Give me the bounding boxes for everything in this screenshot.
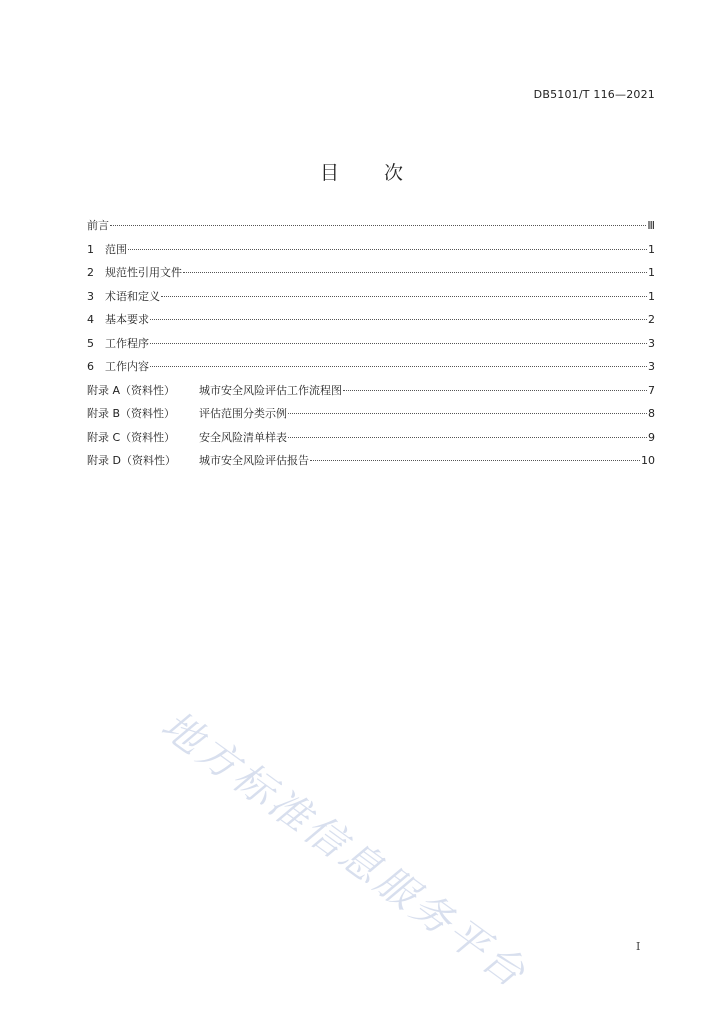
toc-dot-leader [150,343,647,344]
toc-dot-leader [128,249,647,250]
toc-dot-leader [150,319,647,320]
toc-entry-appendix-c[interactable] [87,430,655,454]
toc-entry-basic-requirements[interactable] [87,312,655,336]
toc-entry-terms-definitions[interactable] [87,289,655,313]
toc-entry-label: 城市安全风险评估工作流程图 [199,383,342,397]
table-of-contents [87,218,655,477]
toc-title [0,158,724,185]
toc-dot-leader [150,366,647,367]
toc-entry-appendix-a[interactable] [87,383,655,407]
toc-appendix-prefix: 附录 B（资料性） [87,407,176,420]
toc-appendix-prefix: 附录 A（资料性） [87,383,176,397]
toc-dot-leader [288,413,647,414]
toc-entry-label: 范围 [105,242,127,256]
toc-entry-page: 3 [648,360,655,373]
toc-dot-leader [310,460,640,461]
toc-entry-label: 基本要求 [105,313,149,326]
toc-dot-leader [183,272,647,273]
toc-title-char-2: 次 [384,162,405,184]
toc-entry-page: 1 [648,289,655,303]
toc-entry-page: 3 [648,336,655,350]
toc-entry-label: 前言 [87,219,109,232]
toc-entry-number: 2 [87,266,94,279]
toc-entry-page: 10 [641,454,655,467]
watermark: 地方标准信息服务平台 [152,702,536,999]
toc-entry-number: 4 [87,313,94,326]
toc-entry-label: 评估范围分类示例 [199,407,287,420]
toc-entry-number: 1 [87,242,94,256]
toc-entry-appendix-b[interactable] [87,406,655,430]
toc-entry-number: 6 [87,360,94,373]
toc-entry-label: 安全风险清单样表 [199,430,287,444]
toc-dot-leader [343,390,647,391]
toc-entry-page: 2 [648,313,655,326]
toc-entry-label: 工作程序 [105,336,149,350]
toc-appendix-prefix: 附录 C（资料性） [87,430,176,444]
toc-dot-leader [288,437,647,438]
toc-entry-page: 8 [648,407,655,420]
toc-entry-appendix-d[interactable] [87,453,655,477]
toc-entry-normative-references[interactable] [87,265,655,289]
toc-title-char-1: 目 [319,162,340,184]
toc-dot-leader [161,296,647,297]
toc-entry-foreword[interactable] [87,218,655,242]
toc-entry-page: Ⅲ [647,219,655,232]
toc-entry-scope[interactable] [87,242,655,266]
toc-entry-page: 1 [648,242,655,256]
toc-entry-number: 5 [87,336,94,350]
toc-entry-label: 规范性引用文件 [105,266,182,279]
toc-entry-work-procedure[interactable] [87,336,655,360]
toc-entry-page: 9 [648,430,655,444]
document-code: DB5101/T 116—2021 [533,88,655,101]
toc-dot-leader [110,225,646,226]
toc-entry-work-content[interactable] [87,359,655,383]
toc-appendix-prefix: 附录 D（资料性） [87,454,176,467]
page-number: I [636,940,641,953]
toc-entry-label: 术语和定义 [105,289,160,303]
toc-entry-page: 1 [648,266,655,279]
toc-entry-number: 3 [87,289,94,303]
toc-entry-label: 城市安全风险评估报告 [199,454,309,467]
toc-entry-page: 7 [648,383,655,397]
toc-entry-label: 工作内容 [105,360,149,373]
